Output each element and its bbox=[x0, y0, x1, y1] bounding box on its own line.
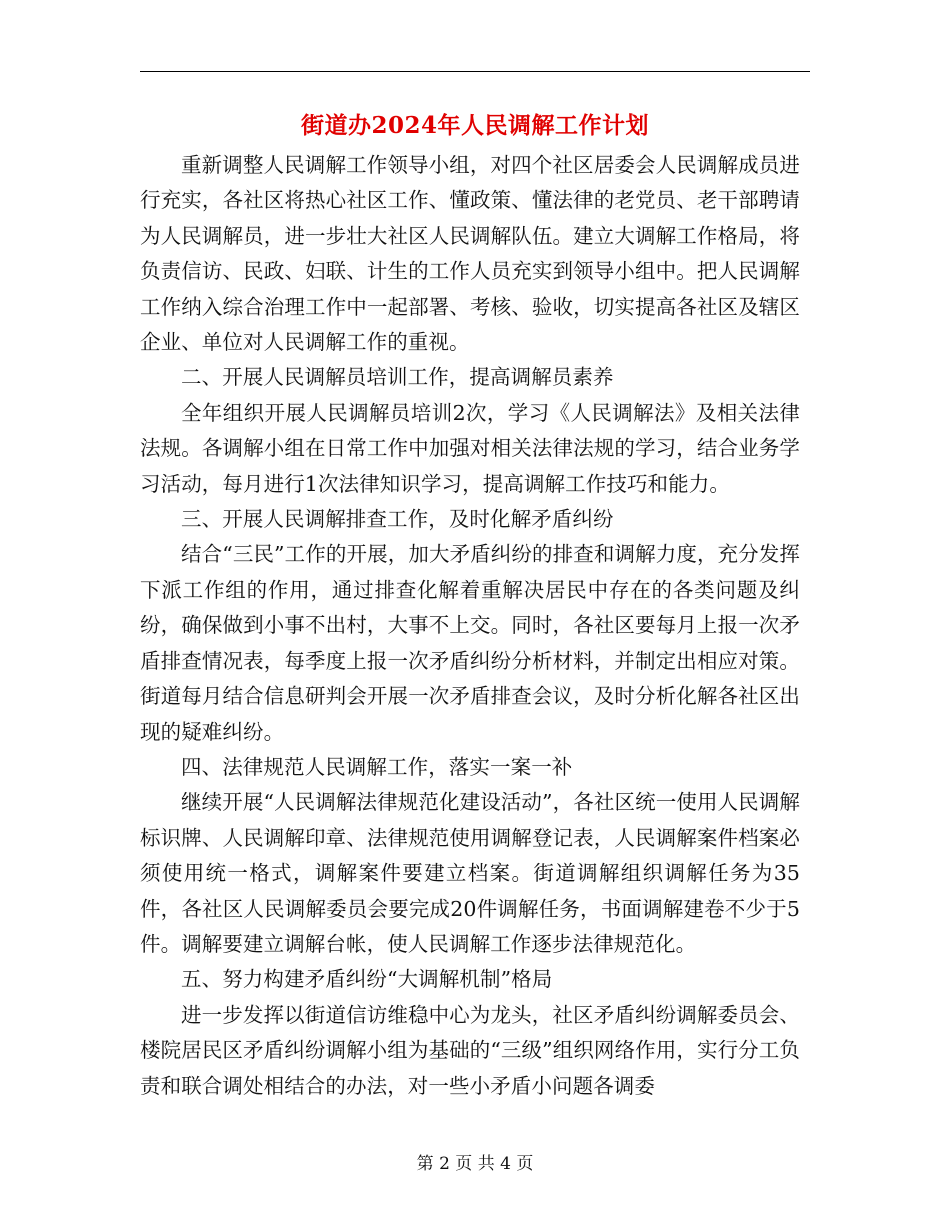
paragraph-standardization: 继续开展“人民调解法律规范化建设活动”，各社区统一使用人民调解标识牌、人民调解印章、法律规范使用调解登记表，人民调解案件档案必须使用统一格式，调解案件要建立档案。街道调解组织调解任务为35件，各社区人民调解委员会要完成20件调解任务，书面调解建卷不少于5件。调解要建立调解台帐，使人民调解工作逐步法律规范化。 bbox=[140, 790, 800, 956]
paragraph-intro: 重新调整人民调解工作领导小组，对四个社区居委会人民调解成员进行充实，各社区将热心社区工作、懂政策、懂法律的老党员、老干部聘请为人民调解员，进一步壮大社区人民调解队伍。建立大调解工作格局，将负责信访、民政、妇联、计生的工作人员充实到领导小组中。把人民调解工作纳入综合治理工作中一起部署、考核、验收，切实提高各社区及辖区企业、单位对人民调解工作的重视。 bbox=[140, 153, 800, 355]
header-rule bbox=[140, 71, 810, 72]
section-heading-2: 二、开展人民调解员培训工作，提高调解员素养 bbox=[181, 365, 614, 390]
section-heading-5: 五、努力构建矛盾纠纷“大调解机制”格局 bbox=[181, 967, 553, 992]
section-heading-4: 四、法律规范人民调解工作，落实一案一补 bbox=[181, 754, 573, 779]
document-body bbox=[140, 148, 800, 1104]
document-title: 街道办2024年人民调解工作计划 bbox=[300, 112, 649, 139]
page-number-footer: 第 2 页 共 4 页 bbox=[416, 1154, 534, 1174]
paragraph-training: 全年组织开展人民调解员培训2次，学习《人民调解法》及相关法律法规。各调解小组在日常工作中加强对相关法律法规的学习，结合业务学习活动，每月进行1次法律知识学习，提高调解工作技巧和能力。 bbox=[140, 400, 800, 496]
paragraph-investigation: 结合“三民”工作的开展，加大矛盾纠纷的排查和调解力度，充分发挥下派工作组的作用，通过排查化解着重解决居民中存在的各类问题及纠纷，确保做到小事不出村，大事不上交。同时，各社区要每月上报一次矛盾排查情况表，每季度上报一次矛盾纠纷分析材料，并制定出相应对策。街道每月结合信息研判会开展一次矛盾排查会议，及时分析化解各社区出现的疑难纠纷。 bbox=[140, 542, 800, 744]
paragraph-mechanism: 进一步发挥以街道信访维稳中心为龙头，社区矛盾纠纷调解委员会、楼院居民区矛盾纠纷调解小组为基础的“三级”组织网络作用，实行分工负责和联合调处相结合的办法，对一些小矛盾小问题各调委 bbox=[140, 1002, 800, 1098]
section-heading-3: 三、开展人民调解排查工作，及时化解矛盾纠纷 bbox=[181, 507, 614, 532]
